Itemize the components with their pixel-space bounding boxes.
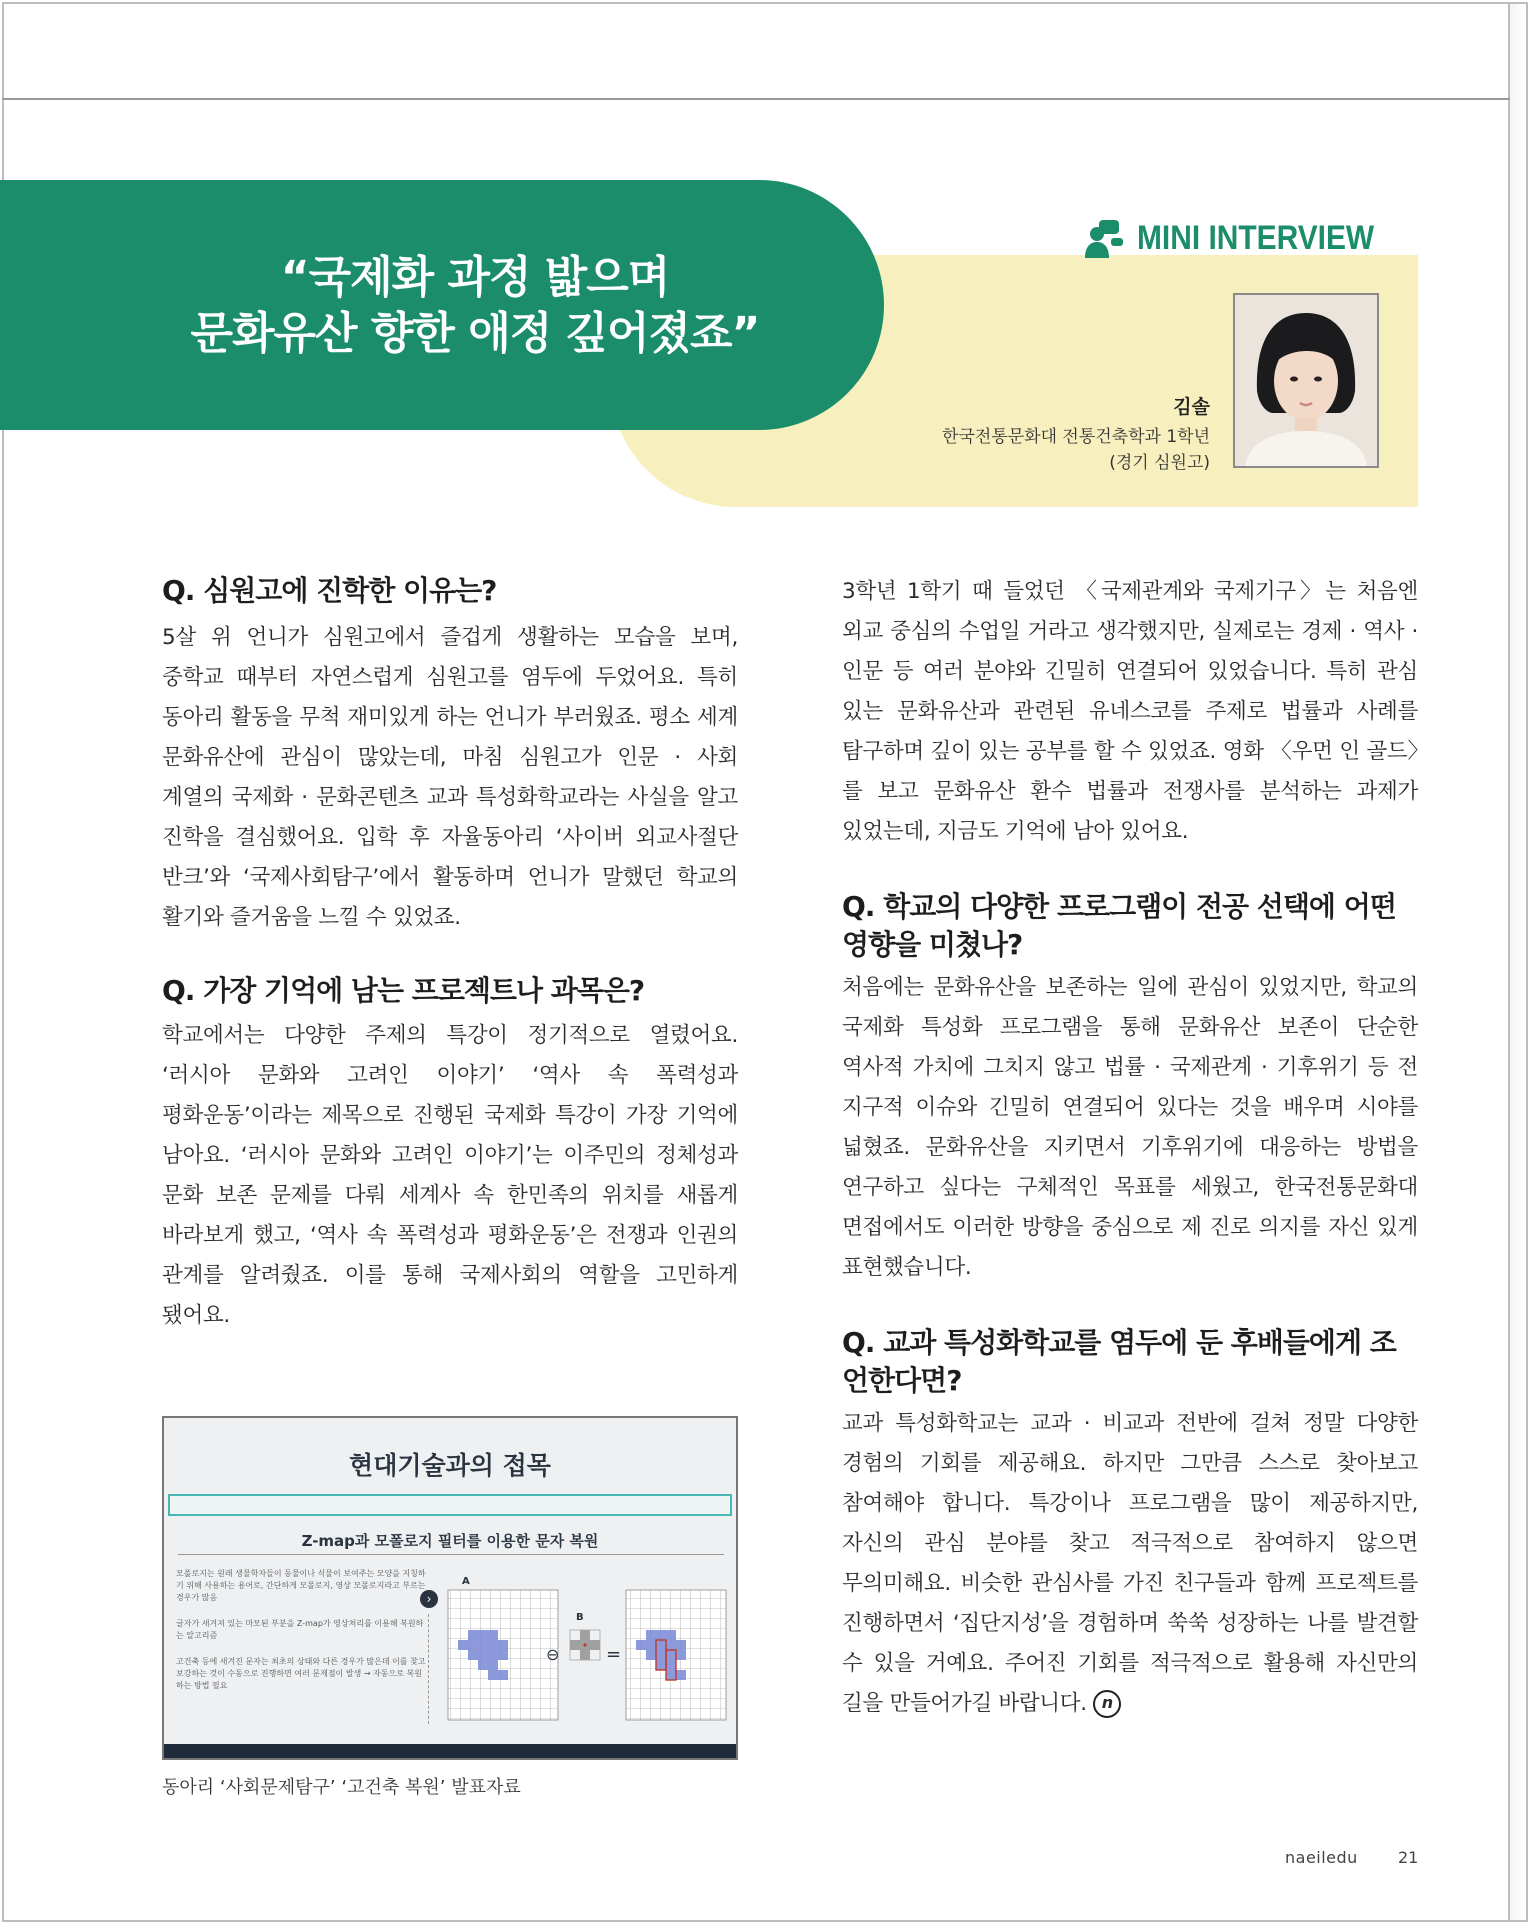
headline-line-1: “국제화 과정 밟으며 [280, 252, 670, 303]
question-2: Q. 가장 기억에 남는 프로젝트나 과목은? [162, 974, 645, 1007]
answer-1: 5살 위 언니가 심원고에서 즐겁게 생활하는 모습을 보며, 중학교 때부터 자연스럽게 심원고를 염두에 두었어요. 특히 동아리 활동을 무척 재미있게 하는 언니가 부러웠죠. 평소 세계 문화유산에 관심이 많았는데, 마침 심원고가 인문 · 사회 계열의 국제화 · 문화콘텐츠 교과 특성화학교라는 사실을 알고 진학을 결심했어요. 입학 후 자율동아리 ‘사이버 외교사절단 반크’와 ‘국제사회탐구’에서 활동하며 언니가 말했던 학교의 활기와 즐거움을 느낄 수 있었죠. [162, 625, 738, 930]
page-fold [1510, 2, 1528, 1922]
slide-arrow-icon: › [420, 1590, 438, 1608]
slide-note-3: 고건축 등에 새겨진 문자는 최초의 상태와 다른 경우가 많은데 이를 찾고 보강하는 것이 수동으로 진행하면 여러 문제점이 발생 → 자동으로 복원하는 방법 필요 [176, 1657, 426, 1690]
answer-4-text: 교과 특성화학교는 교과 · 비교과 전반에 걸쳐 정말 다양한 경험의 기회를 제공해요. 하지만 그만큼 스스로 찾아보고 참여해야 합니다. 특강이나 프로그램을 많이 제공하지만, 자신의 관심 분야를 찾고 적극적으로 참여하지 않으면 무의미해요. 비슷한 관심사를 가진 친구들과 함께 프로젝트를 진행하면서 ‘집단지성’을 경험하며 쑥쑥 성장하는 나를 발견할 수 있을 거예요. 주어진 기회를 적극적으로 활용해 자신만의 길을 만들어가길 바랍니다. [842, 1411, 1418, 1716]
question-1: Q. 심원고에 진학한 이유는? [162, 574, 497, 607]
grid-label-b: B [576, 1612, 584, 1623]
question-3: Q. 학교의 다양한 프로그램이 전공 선택에 어떤 영향을 미쳤나? [842, 890, 1396, 961]
top-rule [2, 98, 1510, 100]
interviewee-name: 김솔 [1173, 396, 1210, 418]
answer-3: 처음에는 문화유산을 보존하는 일에 관심이 있었지만, 학교의 국제화 특성화 프로그램을 통해 문화유산 보존이 단순한 역사적 가치에 그치지 않고 법률 · 국제관계 · 기후위기 등 전 지구적 이슈와 긴밀히 연결되어 있다는 것을 배우며 시야를 넓혔죠. 문화유산을 지키면서 기후위기에 대응하는 방법을 연구하고 싶다는 구체적인 목표를 세웠고, 한국전통문화대 면접에서도 이러한 방향을 중심으로 제 진로 의지를 자신 있게 표현했습니다. [842, 975, 1418, 1280]
slide-dashed-divider [428, 1614, 430, 1724]
presentation-slide-figure [162, 1416, 738, 1760]
mini-interview-badge [1085, 218, 1407, 258]
headline-line-2: 문화유산 향한 애정 깊어졌죠” [190, 308, 760, 359]
portrait-illustration [1235, 295, 1377, 466]
mini-interview-label: MINI INTERVIEW [1137, 218, 1375, 257]
answer-2-continued: 3학년 1학기 때 들었던 〈국제관계와 국제기구〉는 처음엔 외교 중심의 수업일 거라고 생각했지만, 실제로는 경제 · 역사 · 인문 등 여러 분야와 긴밀히 연결되어 있었습니다. 특히 관심 있는 문화유산과 관련된 유네스코를 주제로 법률과 사례를 탐구하며 깊이 있는 공부를 할 수 있었죠. 영화 〈우먼 인 골드〉를 보고 문화유산 환수 법률과 전쟁사를 분석하는 과제가 있었는데, 지금도 기억에 남아 있어요. [842, 579, 1418, 844]
footer-brand: naeiledu [1285, 1848, 1358, 1867]
erosion-operator: ⊖ [546, 1645, 560, 1664]
slide-divider [178, 1554, 724, 1555]
page-number: 21 [1398, 1848, 1419, 1867]
slide-note-1: 모폴로지는 원래 생물학자들이 동물이나 식물이 보여주는 모양을 지칭하기 위해 사용하는 용어로, 간단하게 모폴로지, 영상 모폴로지라고 부르는 경우가 많음 [176, 1569, 426, 1602]
right-column [842, 572, 1418, 1724]
figure-caption: 동아리 ‘사회문제탐구’ ‘고건축 복원’ 발표자료 [162, 1777, 521, 1798]
slide-notes [176, 1568, 426, 1706]
slide-title: 현대기술과의 접목 [349, 1451, 551, 1480]
equals-operator: = [606, 1644, 622, 1665]
grid-label-a: A [462, 1576, 470, 1587]
question-4: Q. 교과 특성화학교를 염두에 둔 후배들에게 조언한다면? [842, 1326, 1396, 1397]
end-mark-icon: n [1093, 1690, 1121, 1718]
interview-people-icon [1085, 218, 1125, 258]
interviewee-origin: (경기 심원고) [1109, 453, 1210, 473]
morphology-diagram [440, 1568, 730, 1733]
slide-highlight-box [168, 1494, 732, 1516]
slide-bottom-bar [164, 1744, 736, 1758]
left-column [162, 572, 738, 1336]
slide-subtitle: Z-map과 모폴로지 필터를 이용한 문자 복원 [301, 1532, 599, 1550]
interviewee-school: 한국전통문화대 전통건축학과 1학년 [942, 427, 1210, 447]
slide-note-2: 글자가 새겨져 있는 마모된 부분을 Z-map가 영상처리를 이용해 복원하는 알고리즘 [176, 1619, 424, 1640]
interviewee-photo [1233, 293, 1379, 468]
headline [150, 250, 800, 362]
answer-4 [842, 1404, 1418, 1724]
answer-2: 학교에서는 다양한 주제의 특강이 정기적으로 열렸어요. ‘러시아 문화와 고려인 이야기’ ‘역사 속 폭력성과 평화운동’이라는 제목으로 진행된 국제화 특강이 가장 기억에 남아요. ‘러시아 문화와 고려인 이야기’는 이주민의 정체성과 문화 보존 문제를 다뤄 세계사 속 한민족의 위치를 새롭게 바라보게 했고, ‘역사 속 폭력성과 평화운동’은 전쟁과 인권의 관계를 알려줬죠. 이를 통해 국제사회의 역할을 고민하게 됐어요. [162, 1023, 738, 1328]
